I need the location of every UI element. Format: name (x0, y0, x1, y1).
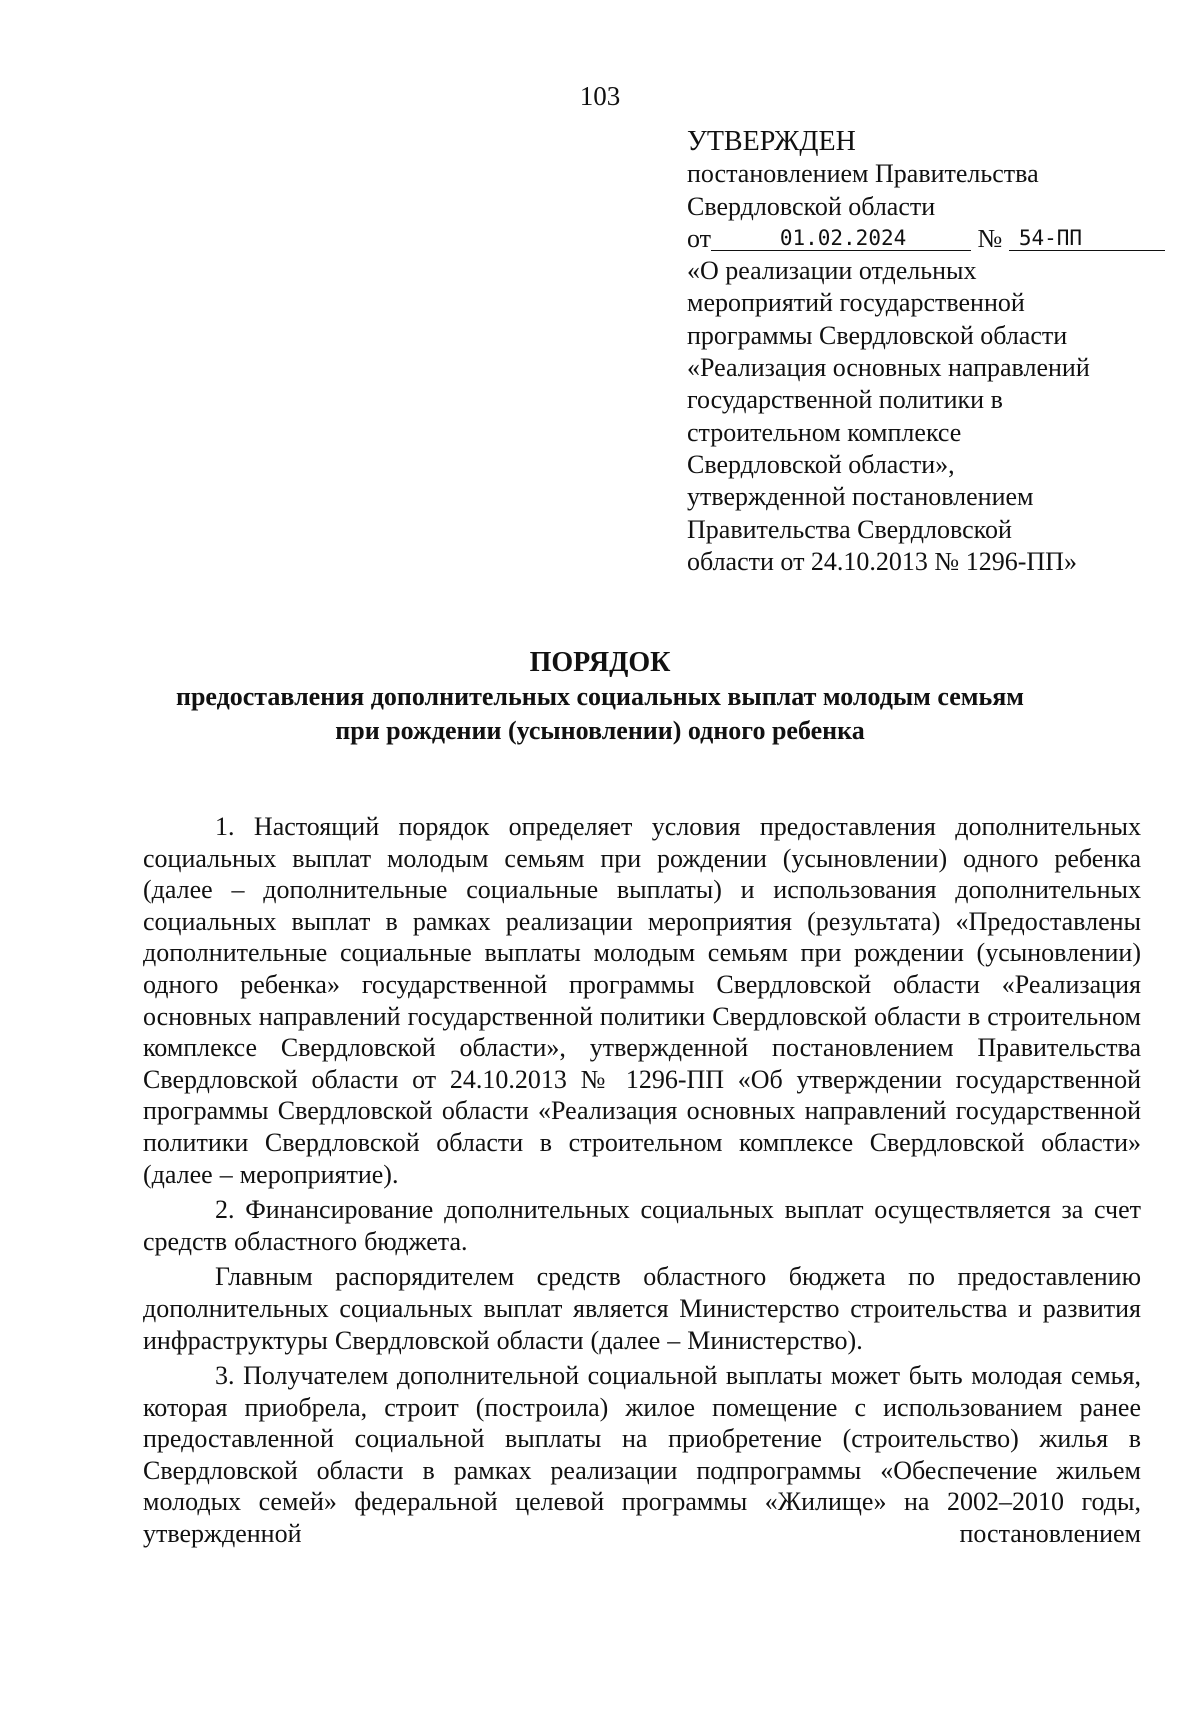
decree-number-field: 54-ПП (1009, 226, 1165, 251)
paragraph-3: 3. Получателем дополнительной социальной выплаты может быть молодая семья, которая приобрела, строит (построила) жилое помещение с использованием ранее предоставленной социальной выплаты на приобретение (строительство) жилья в Свердловской области в рамках реализации подпрограммы «Обеспечение жильем молодых семей» федеральной целевой программы «Жилище» на 2002–2010 годы, утвержденной постановлением (143, 1361, 1141, 1549)
date-prefix: от (687, 223, 712, 253)
decree-subject-line: программы Свердловской области (687, 320, 1068, 350)
page-number: 103 (579, 81, 621, 111)
decree-subject-line: Правительства Свердловской (687, 514, 1012, 544)
decree-date-field: 01.02.2024 (711, 226, 971, 251)
document-body (143, 811, 1141, 1550)
approved-by-region-line: Свердловской области (687, 191, 936, 221)
approval-stamp-block (687, 126, 1157, 578)
decree-subject-line: строительном комплексе (687, 417, 962, 447)
approved-by-line: постановлением Правительства (687, 159, 1039, 189)
decree-subject-line: государственной политики в (687, 385, 1003, 415)
decree-subject-line: «О реализации отдельных (687, 256, 977, 286)
decree-subject-line: Свердловской области», (687, 449, 955, 479)
decree-subject-line: мероприятий государственной (687, 288, 1025, 318)
decree-subject-line: «Реализация основных направлений (687, 353, 1090, 383)
paragraph-2: 2. Финансирование дополнительных социальных выплат осуществляется за счет средств областного бюджета. (143, 1195, 1141, 1256)
title-subheading-line: при рождении (усыновлении) одного ребенка (335, 716, 865, 745)
paragraph-main-administrator: Главным распорядителем средств областного бюджета по предоставлению дополнительных социальных выплат является Министерство строительства и развития инфраструктуры Свердловской области (далее – Министерство). (143, 1262, 1141, 1355)
decree-subject-line: области от 24.10.2013 № 1296-ПП» (687, 546, 1077, 576)
number-sign: № (977, 223, 1003, 253)
title-subheading-line: предоставления дополнительных социальных выплат молодым семьям (175, 682, 1025, 711)
document-title (0, 646, 1200, 748)
paragraph-1: 1. Настоящий порядок определяет условия предоставления дополнительных социальных выплат молодым семьям при рождении (усыновлении) одного ребенка (далее – дополнительные социальные выплаты) и использования дополнительных социальных выплат в рамках реализации мероприятия (результата) «Предоставлены дополнительные социальные выплаты молодым семьям при рождении (усыновлении) одного ребенка» государственной программы Свердловской области «Реализация основных направлений государственной политики Свердловской области в строительном комплексе Свердловской области», утвержденной постановлением Правительства Свердловской области от 24.10.2013 № 1296-ПП «Об утверждении государственной программы Свердловской области «Реализация основных направлений государственной политики Свердловской области в строительном комплексе Свердловской области» (далее – мероприятие). (143, 812, 1141, 1189)
approved-heading: УТВЕРЖДЕН (687, 126, 856, 157)
decree-subject-line: утвержденной постановлением (687, 482, 1034, 512)
decree-date-number-line (687, 223, 1157, 255)
title-heading: ПОРЯДОК (529, 647, 671, 678)
